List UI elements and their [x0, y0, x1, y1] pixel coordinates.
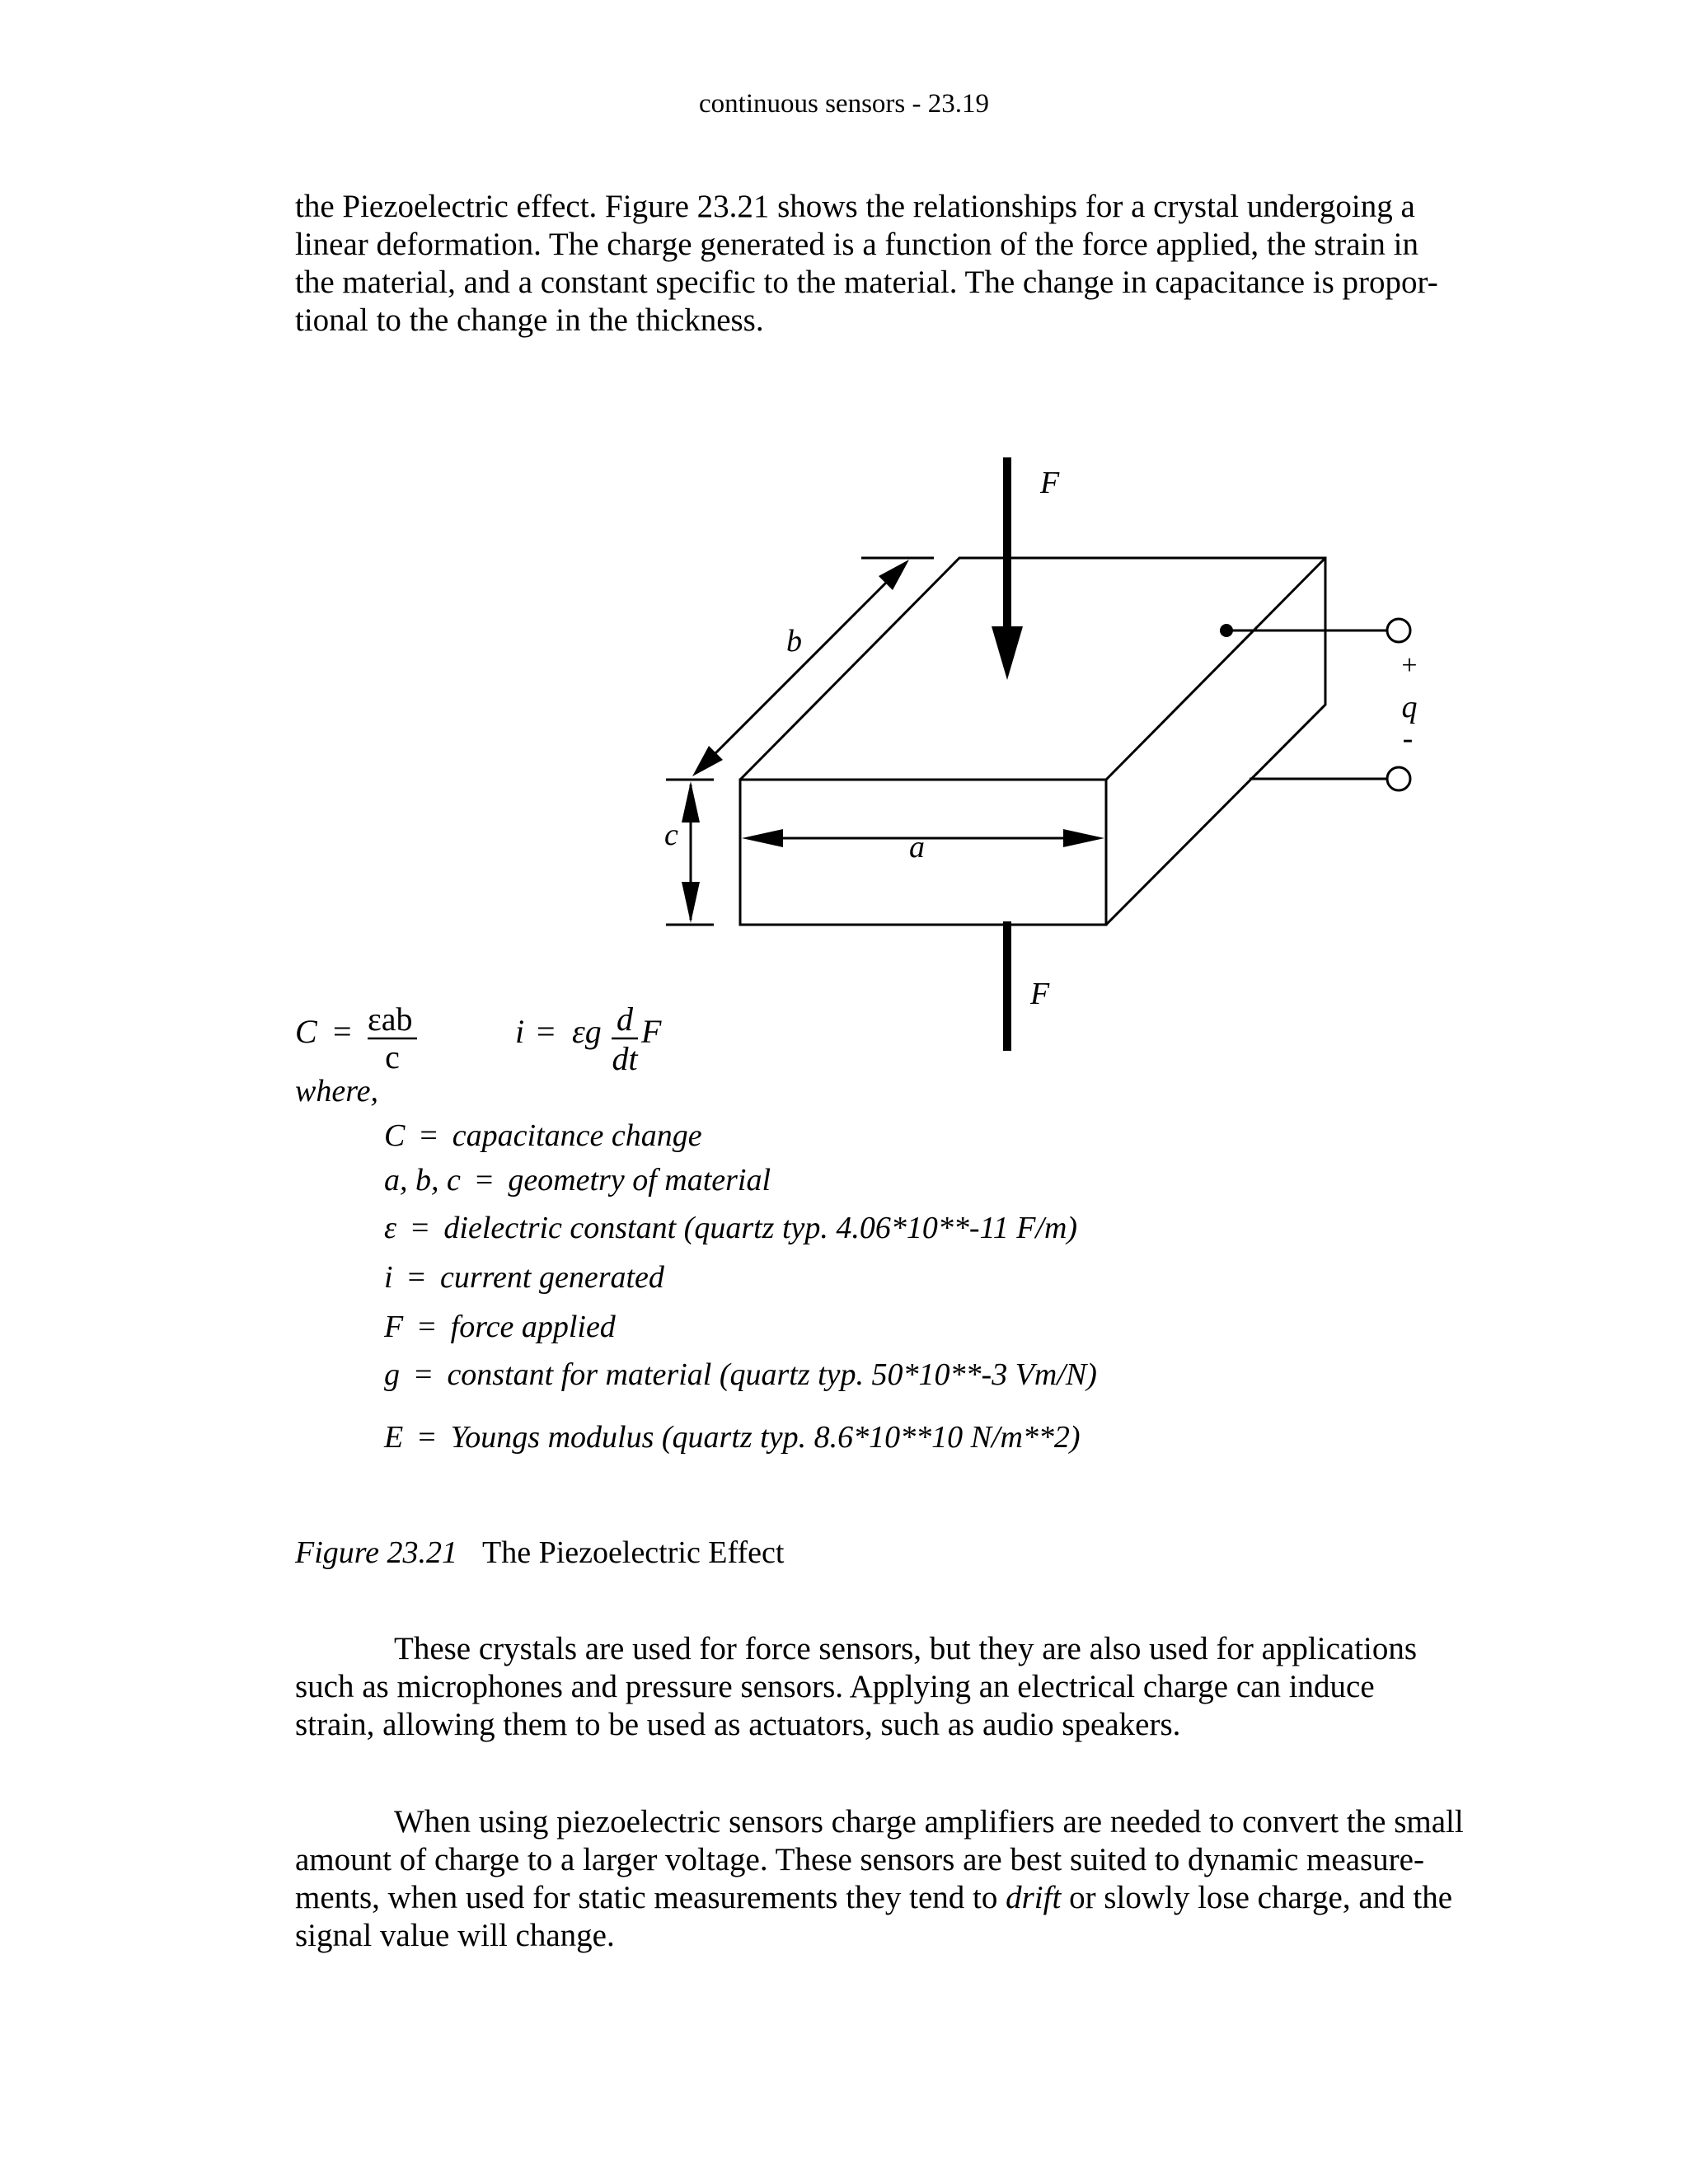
block-top-side-edges	[740, 558, 1325, 925]
definition-row: E = Youngs modulus (quartz typ. 8.6*10**10 N/m**2)	[384, 1420, 1081, 1455]
definition-row: F = force applied	[384, 1310, 616, 1344]
crystal-block	[740, 558, 1325, 925]
text-line: amount of charge to a larger voltage. These sensors are best suited to dynamic measure-	[295, 1842, 1424, 1877]
label-b: b	[786, 624, 802, 658]
force-arrow-top	[992, 457, 1023, 680]
figure-caption	[295, 1535, 784, 1571]
terminal-minus	[1387, 767, 1410, 790]
svg-text:=: =	[537, 1013, 556, 1050]
svg-text:=: =	[333, 1013, 352, 1050]
electrode-leads	[1220, 619, 1410, 790]
text-line: the Piezoelectric effect. Figure 23.21 shows the relationships for a crystal undergoing a	[295, 189, 1415, 224]
definition-row: a, b, c = geometry of material	[384, 1163, 771, 1197]
svg-text:i: i	[515, 1013, 525, 1050]
svg-text:F: F	[641, 1013, 662, 1050]
drift-term: drift	[1006, 1880, 1062, 1915]
text-line: such as microphones and pressure sensors. Applying an electrical charge can induce	[295, 1669, 1375, 1704]
definition-row: i = current generated	[384, 1260, 664, 1295]
label-plus: +	[1401, 650, 1418, 681]
running-header: continuous sensors - 23.19	[699, 89, 989, 119]
text-line: These crystals are used for force sensors, but they are also used for applications	[394, 1631, 1418, 1666]
definition-row: ε = dielectric constant (quartz typ. 4.06*10**-11 F/m)	[384, 1211, 1078, 1245]
figure-title: The Piezoelectric Effect	[482, 1535, 785, 1570]
block-top-edge	[1106, 558, 1325, 780]
text-line: ments, when used for static measurements they tend to drift or slowly lose charge, and the	[295, 1880, 1453, 1915]
label-minus: -	[1402, 721, 1414, 756]
definition-row: C = capacitance change	[384, 1118, 702, 1153]
paragraph-charge-amplifiers	[295, 1803, 1474, 1955]
paragraph-applications	[295, 1630, 1474, 1744]
equation-current	[515, 1001, 662, 1077]
text-line: tional to the change in the thickness.	[295, 302, 764, 338]
text-line: strain, allowing them to be used as actuators, such as audio speakers.	[295, 1707, 1181, 1742]
label-force-top: F	[1040, 466, 1060, 500]
text-line: the material, and a constant specific to the material. The change in capacitance is propor-	[295, 265, 1438, 300]
svg-text:d: d	[617, 1001, 633, 1038]
text-line: When using piezoelectric sensors charge amplifiers are needed to convert the small	[394, 1804, 1464, 1840]
definition-row: g = constant for material (quartz typ. 50*10**-3 Vm/N)	[384, 1357, 1097, 1392]
svg-text:dt: dt	[612, 1040, 638, 1077]
svg-text:εab: εab	[368, 1001, 413, 1038]
where-label: where,	[295, 1074, 378, 1108]
terminal-plus	[1387, 619, 1410, 642]
label-force-bottom: F	[1030, 977, 1050, 1011]
svg-text:εg: εg	[572, 1013, 602, 1050]
text-line: linear deformation. The charge generated is a function of the force applied, the strain in	[295, 227, 1419, 262]
svg-text:C: C	[295, 1013, 317, 1050]
label-c: c	[664, 818, 678, 852]
text-line: signal value will change.	[295, 1918, 615, 1953]
equation-capacitance	[295, 1001, 417, 1076]
label-q: q	[1401, 690, 1418, 724]
label-a: a	[909, 830, 925, 865]
figure-number: Figure 23.21	[295, 1535, 458, 1570]
dimension-c	[666, 780, 714, 925]
dimension-b	[692, 558, 934, 776]
svg-text:c: c	[385, 1038, 400, 1076]
